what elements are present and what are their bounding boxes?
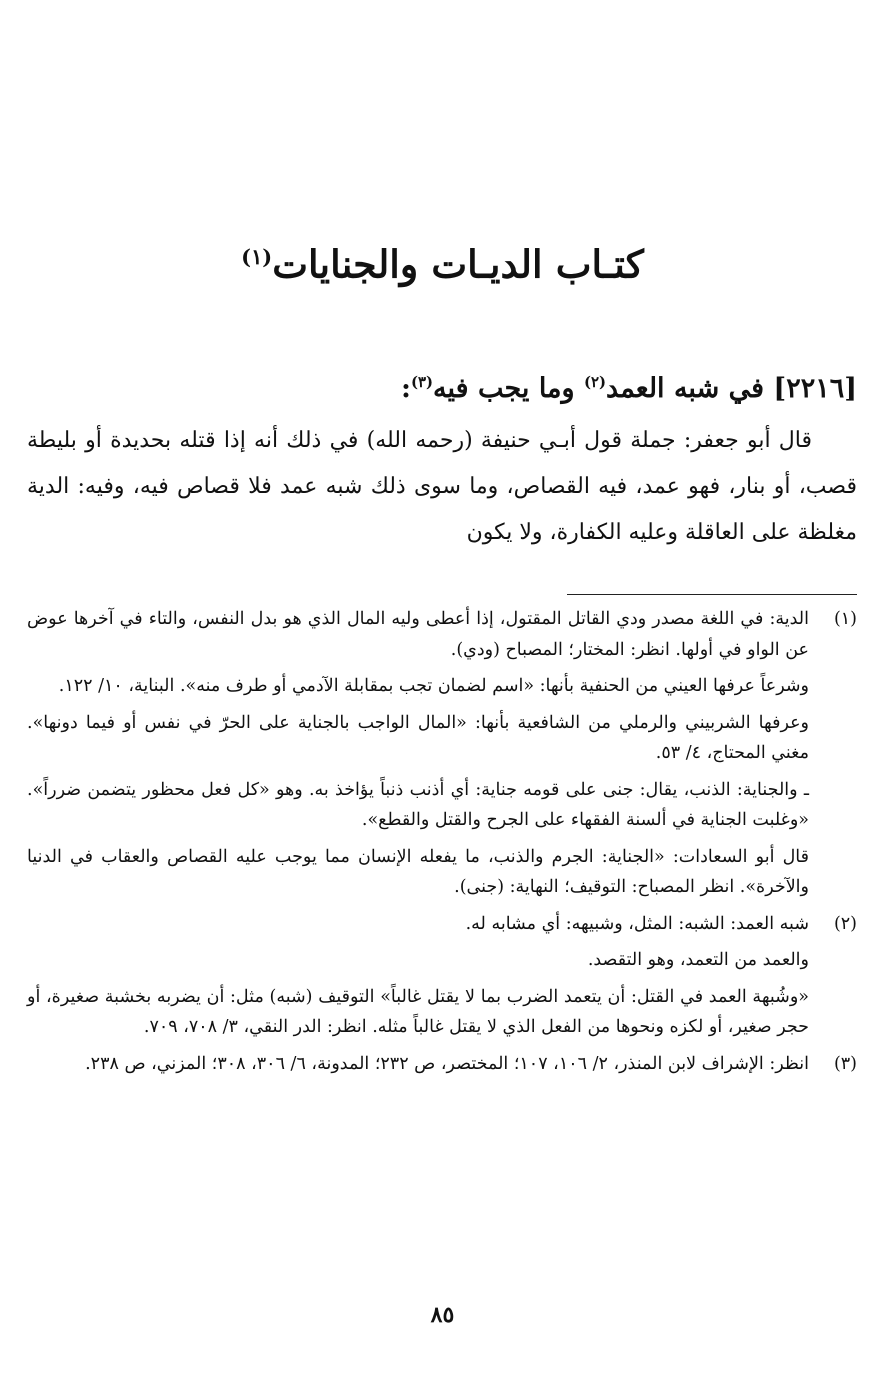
footnote-body xyxy=(27,909,809,1049)
section-colon: : xyxy=(401,373,411,404)
main-text xyxy=(27,418,857,556)
section-heading xyxy=(27,360,857,411)
footnote-number: (١) xyxy=(833,609,857,629)
footnote-body xyxy=(27,604,809,909)
book-title-text: كتـاب الديـات والجنايات xyxy=(272,241,644,287)
footnote-number: (٣) xyxy=(833,1053,857,1074)
main-paragraph: قال أبو جعفر: جملة قول أبـي حنيفة (رحمه الله) في ذلك أنه إذا قتله بحديدة أو بليطة قصب، أو بنار، فهو عمد، فيه القصاص، وما سوى ذلك شبه عمد فلا قصاص فيه، وفيه: الدية مغلظة على العاقلة وعليه الكفارة، ولا يكون xyxy=(27,428,857,545)
footnote-number: (٢) xyxy=(833,913,857,934)
section-bracket-close: ] xyxy=(773,373,787,404)
footnote-paragraph: الدية: في اللغة مصدر ودي القاتل المقتول، إذا أعطى وليه المال الذي هو بدل النفس، والتاء في آخرها عوض عن الواو في أولها. انظر: المختار؛ المصباح (ودي). xyxy=(27,609,809,660)
footnote-paragraph: انظر: الإشراف لابن المنذر، ٢/ ١٠٦، ١٠٧؛ المختصر، ص ٢٣٢؛ المدونة، ٦/ ٣٠٦، ٣٠٨؛ المزني، ص ٢٣٨. xyxy=(85,1053,809,1074)
footnotes xyxy=(27,604,857,1085)
footnote-1 xyxy=(27,604,857,909)
footnote-separator xyxy=(567,594,857,595)
footnote-paragraph: قال أبو السعادات: «الجناية: الجرم والذنب، ما يفعله الإنسان مما يوجب عليه القصاص والعقاب في الدنيا والآخرة». انظر المصباح: التوقيف؛ النهاية: (جنى). xyxy=(27,846,809,897)
section-bracket-open: [ xyxy=(844,373,857,404)
book-title-footnote-ref: (١) xyxy=(241,244,273,269)
footnote-body xyxy=(27,1049,809,1086)
footnote-paragraph: وشرعاً عرفها العيني من الحنفية بأنها: «اسم لضمان تجب بمقابلة الآدمي أو طرف منه». البناية، ١٠/ ١٢٢. xyxy=(58,676,809,696)
footnote-2 xyxy=(27,909,857,1049)
section-number: ٢٢١٦ xyxy=(786,373,845,404)
footnote-paragraph: والعمد من التعمد، وهو التقصد. xyxy=(587,950,809,970)
footnote-paragraph: شبه العمد: الشبه: المثل، وشبيهه: أي مشابه له. xyxy=(465,913,809,934)
book-title xyxy=(0,232,885,290)
footnote-paragraph: وعرفها الشربيني والرملي من الشافعية بأنها: «المال الواجب بالجناية على الحرّ في نفس أو فيما دونها». مغني المحتاج، ٤/ ٥٣. xyxy=(27,712,809,763)
footnote-paragraph: «وشُبهة العمد في القتل: أن يتعمد الضرب بما لا يقتل غالباً» التوقيف (شبه) مثل: أن يضربه بخشبة صغيرة، أو حجر صغير، أو لكزه ونحوها من الفعل الذي لا يقتل غالباً مثله. انظر: الدر النقي، ٣/ ٧٠٨، ٧٠٩. xyxy=(27,986,809,1037)
section-footnote-ref-2: (٢) xyxy=(583,373,607,391)
section-footnote-ref-3: (٣) xyxy=(411,373,434,391)
section-title-part1: في شبه العمد xyxy=(606,373,765,404)
page-number: ٨٥ xyxy=(430,1302,455,1328)
footnote-paragraph: ـ والجناية: الذنب، يقال: جنى على قومه جناية: أي أذنب ذنباً يؤاخذ به. وهو «كل فعل محظور يتضمن ضرراً». «وغلبت الجناية في ألسنة الفقهاء على الجرح والقتل والقطع». xyxy=(27,779,809,830)
section-title-part2: وما يجب فيه xyxy=(433,373,584,404)
footnote-3 xyxy=(27,1049,857,1086)
